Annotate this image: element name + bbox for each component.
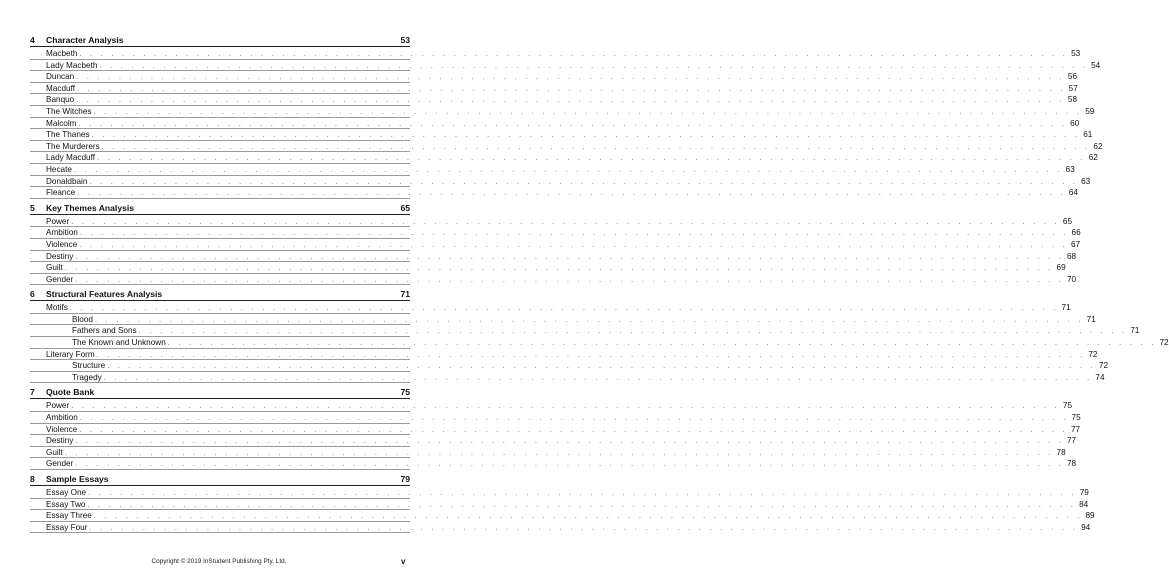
entry-page-number: 67 [1070,239,1081,249]
entry-label: Duncan [46,72,75,82]
toc-entry[interactable] [30,360,1109,372]
entry-page-number: 75 [1062,401,1073,411]
dot-leader: . . . . . . . . . . . . . . . . . . . . . . . . . . . . . . . . . . . . . . . . . . . . . . . . . . . . . . . . . . . . . . . . . . . . . . . . . . . . . . . . . . . . . . . . . . . . . [87,501,1077,509]
dot-leader: . . . . . . . . . . . . . . . . . . . . . . . . . . . . . . . . . . . . . . . . . . . . . . . . . . . . . . . . . . . . . . . . . . . . . . . . . . . . . . . . . . . . . . . . . . . . . [75,276,1065,284]
dot-leader: . . . . . . . . . . . . . . . . . . . . . . . . . . . . . . . . . . . . . . . . . . . . . . . . . . . . . . . . . . . . . . . . . . . . . . . . . . . . . . . . . . . . . . . . . . . . . [76,85,1066,93]
dot-leader: . . . . . . . . . . . . . . . . . . . . . . . . . . . . . . . . . . . . . . . . . . . . . . . . . . . . . . . . . . . . . . . . . . . . . . . . . . . . . . . . . . . . . . . . . . . . . [88,490,1077,497]
entry-label: The Witches [46,106,92,116]
toc-entry[interactable] [30,152,1098,164]
entry-label: Donaldbain [46,176,88,186]
toc-entry[interactable] [30,499,1089,511]
dot-leader: . . . . . . . . . . . . . . . . . . . . . . . . . . . . . . . . . . . . . . . . . . . . . . . . . . . . . . . . . . . . . . . . . . . . . . . . . . . . . . . . . . . . . . . . . . . . . [91,132,1081,140]
entry-page-number: 66 [1071,228,1081,238]
dot-leader: . . . . . . . . . . . . . . . . . . . . . . . . . . . . . . . . . . . . . . . . . . . . . . . . . . . . . . . . . . . . . . . . . . . . . . . . . . . . . . . . . . . . . . . . . . . . . [79,51,1069,58]
chapter-page-number: 75 [400,387,410,398]
entry-page-number: 71 [1130,326,1140,336]
chapter-number: 6 [30,289,35,300]
entry-page-number: 71 [1086,314,1096,324]
toc-entry[interactable] [30,251,1077,263]
entry-page-number: 77 [1070,424,1081,434]
toc-entry[interactable] [30,325,1140,337]
entry-label: Macduff [46,83,75,93]
toc-entry[interactable] [30,372,1105,384]
entry-label: Guilt [46,263,63,273]
dot-leader: . . . . . . . . . . . . . . . . . . . . . . . . . . . . . . . . . . . . . . . . . . . . . . . . . . . . . . . . . . . . . . . . . . . . . . . . . . . . . . . . . . . . . . . . . . . . . [167,340,1157,348]
dot-leader: . . . . . . . . . . . . . . . . . . . . . . . . . . . . . . . . . . . . . . . . . . . . . . . . . . . . . . . . . . . . . . . . . . . . . . . . . . . . . . . . . . . . . . . . . . . . . [75,438,1065,446]
page-number: v [401,557,406,566]
table-of-contents [30,34,1169,533]
entry-label: Fleance [46,188,76,198]
toc-entry[interactable] [30,458,1077,470]
dot-leader: . . . . . . . . . . . . . . . . . . . . . . . . . . . . . . . . . . . . . . . . . . . . . . . . . . . . . . . . . . . . . . . . . . . . . . . . . . . . . . . . . . . . . . . . . . . . . [75,253,1065,261]
entry-page-number: 57 [1068,83,1078,93]
dot-leader: . . . . . . . . . . . . . . . . . . . . . . . . . . . . . . . . . . . . . . . . . . . . . . . . . . . . . . . . . . . . . . . . . . . . . . . . . . . . . . . . . . . . . . . . . . . . . [64,449,1054,457]
toc-entry[interactable] [30,400,1073,412]
entry-label: Fathers and Sons [72,326,137,336]
toc-entry[interactable] [30,227,1081,239]
chapter-heading[interactable] [30,34,410,47]
dot-leader: . . . . . . . . . . . . . . . . . . . . . . . . . . . . . . . . . . . . . . . . . . . . . . . . . . . . . . . . . . . . . . . . . . . . . . . . . . . . . . . . . . . . . . . . . . . . . [76,74,1066,82]
dot-leader: . . . . . . . . . . . . . . . . . . . . . . . . . . . . . . . . . . . . . . . . . . . . . . . . . . . . . . . . . . . . . . . . . . . . . . . . . . . . . . . . . . . . . . . . . . . . . [64,265,1054,273]
dot-leader: . . . . . . . . . . . . . . . . . . . . . . . . . . . . . . . . . . . . . . . . . . . . . . . . . . . . . . . . . . . . . . . . . . . . . . . . . . . . . . . . . . . . . . . . . . . . . [101,143,1091,151]
entry-page-number: 54 [1091,60,1101,70]
entry-page-number: 68 [1067,251,1077,261]
entry-label: Structure [72,361,106,371]
entry-label: The Thanes [46,130,90,140]
dot-leader: . . . . . . . . . . . . . . . . . . . . . . . . . . . . . . . . . . . . . . . . . . . . . . . . . . . . . . . . . . . . . . . . . . . . . . . . . . . . . . . . . . . . . . . . . . . . . [107,363,1097,371]
entry-page-number: 60 [1070,118,1080,128]
toc-entry[interactable] [30,487,1089,499]
dot-leader: . . . . . . . . . . . . . . . . . . . . . . . . . . . . . . . . . . . . . . . . . . . . . . . . . . . . . . . . . . . . . . . . . . . . . . . . . . . . . . . . . . . . . . . . . . . . . [93,513,1083,521]
entry-page-number: 65 [1062,216,1073,226]
entry-page-number: 61 [1083,130,1093,140]
entry-page-number: 74 [1095,372,1105,382]
entry-label: Gender [46,459,74,469]
dot-leader: . . . . . . . . . . . . . . . . . . . . . . . . . . . . . . . . . . . . . . . . . . . . . . . . . . . . . . . . . . . . . . . . . . . . . . . . . . . . . . . . . . . . . . . . . . . . . [71,218,1061,226]
dot-leader: . . . . . . . . . . . . . . . . . . . . . . . . . . . . . . . . . . . . . . . . . . . . . . . . . . . . . . . . . . . . . . . . . . . . . . . . . . . . . . . . . . . . . . . . . . . . . [93,108,1083,116]
chapter-title: Structural Features Analysis [46,289,163,300]
toc-entry[interactable] [30,118,1080,130]
toc-entry[interactable] [30,412,1081,424]
toc-entry[interactable] [30,314,1096,326]
toc-entry[interactable] [30,349,1098,361]
entry-page-number: 53 [1071,49,1081,58]
entry-page-number: 64 [1068,188,1078,198]
entry-label: The Known and Unknown [72,338,166,348]
entry-page-number: 72 [1098,361,1109,371]
chapter-number: 8 [30,474,35,484]
entry-page-number: 77 [1067,436,1077,446]
chapter-heading[interactable] [30,288,410,301]
toc-entry[interactable] [30,187,1078,199]
entry-label: Ambition [46,413,78,423]
chapter-heading[interactable] [30,473,410,486]
entry-label: Banquo [46,95,75,105]
dot-leader: . . . . . . . . . . . . . . . . . . . . . . . . . . . . . . . . . . . . . . . . . . . . . . . . . . . . . . . . . . . . . . . . . . . . . . . . . . . . . . . . . . . . . . . . . . . . . [78,120,1068,128]
entry-label: Essay Three [46,511,92,521]
toc-entry[interactable] [30,435,1077,447]
toc-entry[interactable] [30,522,1091,534]
dot-leader: . . . . . . . . . . . . . . . . . . . . . . . . . . . . . . . . . . . . . . . . . . . . . . . . . . . . . . . . . . . . . . . . . . . . . . . . . . . . . . . . . . . . . . . . . . . . . [77,190,1066,198]
entry-label: Hecate [46,164,72,174]
dot-leader: . . . . . . . . . . . . . . . . . . . . . . . . . . . . . . . . . . . . . . . . . . . . . . . . . . . . . . . . . . . . . . . . . . . . . . . . . . . . . . . . . . . . . . . . . . . . . [79,241,1069,249]
chapter-page-number: 71 [400,289,410,300]
chapter-page-number: 53 [400,35,410,45]
toc-chapter [30,202,1081,286]
toc-entry[interactable] [30,176,1091,188]
toc-entry[interactable] [30,274,1077,286]
toc-chapter [30,34,1103,199]
entry-page-number: 75 [1071,413,1081,423]
entry-page-number: 62 [1093,141,1103,151]
dot-leader: . . . . . . . . . . . . . . . . . . . . . . . . . . . . . . . . . . . . . . . . . . . . . . . . . . . . . . . . . . . . . . . . . . . . . . . . . . . . . . . . . . . . . . . . . . . . . [76,97,1066,105]
copyright-footer: Copyright © 2019 InStudent Publishing Pty. Ltd. [151,558,287,565]
chapter-page-number: 79 [400,474,410,484]
entry-page-number: 58 [1067,95,1078,105]
entry-page-number: 70 [1067,274,1077,284]
entry-label: Malcolm [46,118,77,128]
entry-page-number: 79 [1079,488,1089,497]
dot-leader: . . . . . . . . . . . . . . . . . . . . . . . . . . . . . . . . . . . . . . . . . . . . . . . . . . . . . . . . . . . . . . . . . . . . . . . . . . . . . . . . . . . . . . . . . . . . . [89,178,1079,186]
dot-leader: . . . . . . . . . . . . . . . . . . . . . . . . . . . . . . . . . . . . . . . . . . . . . . . . . . . . . . . . . . . . . . . . . . . . . . . . . . . . . . . . . . . . . . . . . . . . . [73,166,1063,174]
chapter-page-number: 65 [400,202,410,213]
entry-label: Destiny [46,251,74,261]
toc-entry[interactable] [30,216,1073,228]
entry-label: Literary Form [46,349,95,359]
entry-label: Lady Macduff [46,153,96,163]
entry-label: Power [46,401,70,411]
entry-label: Blood [72,314,93,324]
entry-page-number: 71 [1061,303,1071,313]
toc-entry[interactable] [30,48,1081,60]
dot-leader: . . . . . . . . . . . . . . . . . . . . . . . . . . . . . . . . . . . . . . . . . . . . . . . . . . . . . . . . . . . . . . . . . . . . . . . . . . . . . . . . . . . . . . . . . . . . . [97,155,1086,163]
toc-entry[interactable] [30,302,1071,314]
entry-page-number: 62 [1088,153,1098,163]
chapter-title: Character Analysis [46,35,124,45]
chapter-number: 5 [30,202,35,213]
dot-leader: . . . . . . . . . . . . . . . . . . . . . . . . . . . . . . . . . . . . . . . . . . . . . . . . . . . . . . . . . . . . . . . . . . . . . . . . . . . . . . . . . . . . . . . . . . . . . [75,461,1065,469]
entry-label: Gender [46,274,74,284]
entry-page-number: 69 [1056,263,1066,273]
entry-label: Essay Four [46,522,88,532]
toc-entry[interactable] [30,83,1078,95]
dot-leader: . . . . . . . . . . . . . . . . . . . . . . . . . . . . . . . . . . . . . . . . . . . . . . . . . . . . . . . . . . . . . . . . . . . . . . . . . . . . . . . . . . . . . . . . . . . . . [138,328,1128,336]
dot-leader: . . . . . . . . . . . . . . . . . . . . . . . . . . . . . . . . . . . . . . . . . . . . . . . . . . . . . . . . . . . . . . . . . . . . . . . . . . . . . . . . . . . . . . . . . . . . . [94,316,1084,324]
toc-chapter [30,288,1169,383]
dot-leader: . . . . . . . . . . . . . . . . . . . . . . . . . . . . . . . . . . . . . . . . . . . . . . . . . . . . . . . . . . . . . . . . . . . . . . . . . . . . . . . . . . . . . . . . . . . . . [79,426,1069,434]
toc-entry[interactable] [30,447,1066,459]
toc-entry[interactable] [30,510,1095,522]
entry-page-number: 78 [1067,459,1077,469]
entry-label: Violence [46,424,78,434]
entry-label: Ambition [46,228,78,238]
chapter-heading[interactable] [30,202,410,215]
toc-entry[interactable] [30,239,1081,251]
entry-page-number: 56 [1067,72,1078,82]
chapter-title: Key Themes Analysis [46,202,135,213]
dot-leader: . . . . . . . . . . . . . . . . . . . . . . . . . . . . . . . . . . . . . . . . . . . . . . . . . . . . . . . . . . . . . . . . . . . . . . . . . . . . . . . . . . . . . . . . . . . . . [71,403,1061,411]
entry-page-number: 59 [1085,106,1095,116]
dot-leader: . . . . . . . . . . . . . . . . . . . . . . . . . . . . . . . . . . . . . . . . . . . . . . . . . . . . . . . . . . . . . . . . . . . . . . . . . . . . . . . . . . . . . . . . . . . . . [69,305,1059,313]
toc-entry[interactable] [30,60,1101,72]
entry-page-number: 63 [1081,176,1091,186]
toc-entry[interactable] [30,164,1075,176]
toc-entry[interactable] [30,71,1078,83]
dot-leader: . . . . . . . . . . . . . . . . . . . . . . . . . . . . . . . . . . . . . . . . . . . . . . . . . . . . . . . . . . . . . . . . . . . . . . . . . . . . . . . . . . . . . . . . . . . . . [89,524,1079,532]
entry-page-number: 84 [1079,499,1089,509]
entry-label: Essay One [46,488,87,497]
entry-page-number: 72 [1159,338,1169,348]
toc-chapter [30,473,1095,533]
entry-label: Destiny [46,436,74,446]
entry-label: Guilt [46,447,63,457]
dot-leader: . . . . . . . . . . . . . . . . . . . . . . . . . . . . . . . . . . . . . . . . . . . . . . . . . . . . . . . . . . . . . . . . . . . . . . . . . . . . . . . . . . . . . . . . . . . . . [99,62,1089,70]
entry-page-number: 63 [1065,164,1075,174]
chapter-number: 4 [30,35,35,45]
toc-entry[interactable] [30,424,1081,436]
toc-entry[interactable] [30,337,1169,349]
entry-label: The Murderers [46,141,100,151]
dot-leader: . . . . . . . . . . . . . . . . . . . . . . . . . . . . . . . . . . . . . . . . . . . . . . . . . . . . . . . . . . . . . . . . . . . . . . . . . . . . . . . . . . . . . . . . . . . . . [79,415,1069,423]
toc-entry[interactable] [30,129,1093,141]
entry-label: Essay Two [46,499,86,509]
entry-label: Macbeth [46,49,78,58]
toc-entry[interactable] [30,94,1078,106]
toc-entry[interactable] [30,141,1103,153]
entry-page-number: 72 [1088,349,1098,359]
entry-label: Lady Macbeth [46,60,98,70]
entry-label: Power [46,216,70,226]
entry-page-number: 78 [1056,447,1066,457]
toc-entry[interactable] [30,262,1066,274]
dot-leader: . . . . . . . . . . . . . . . . . . . . . . . . . . . . . . . . . . . . . . . . . . . . . . . . . . . . . . . . . . . . . . . . . . . . . . . . . . . . . . . . . . . . . . . . . . . . . [96,351,1086,359]
entry-label: Motifs [46,303,68,313]
toc-entry[interactable] [30,106,1095,118]
toc-chapter [30,386,1081,470]
entry-label: Tragedy [72,372,102,382]
chapter-number: 7 [30,387,35,398]
entry-label: Violence [46,239,78,249]
entry-page-number: 94 [1081,522,1091,532]
entry-page-number: 89 [1085,511,1095,521]
dot-leader: . . . . . . . . . . . . . . . . . . . . . . . . . . . . . . . . . . . . . . . . . . . . . . . . . . . . . . . . . . . . . . . . . . . . . . . . . . . . . . . . . . . . . . . . . . . . . [79,230,1069,238]
chapter-title: Sample Essays [46,474,109,484]
chapter-title: Quote Bank [46,387,95,398]
chapter-heading[interactable] [30,386,410,399]
dot-leader: . . . . . . . . . . . . . . . . . . . . . . . . . . . . . . . . . . . . . . . . . . . . . . . . . . . . . . . . . . . . . . . . . . . . . . . . . . . . . . . . . . . . . . . . . . . . . [103,374,1093,382]
